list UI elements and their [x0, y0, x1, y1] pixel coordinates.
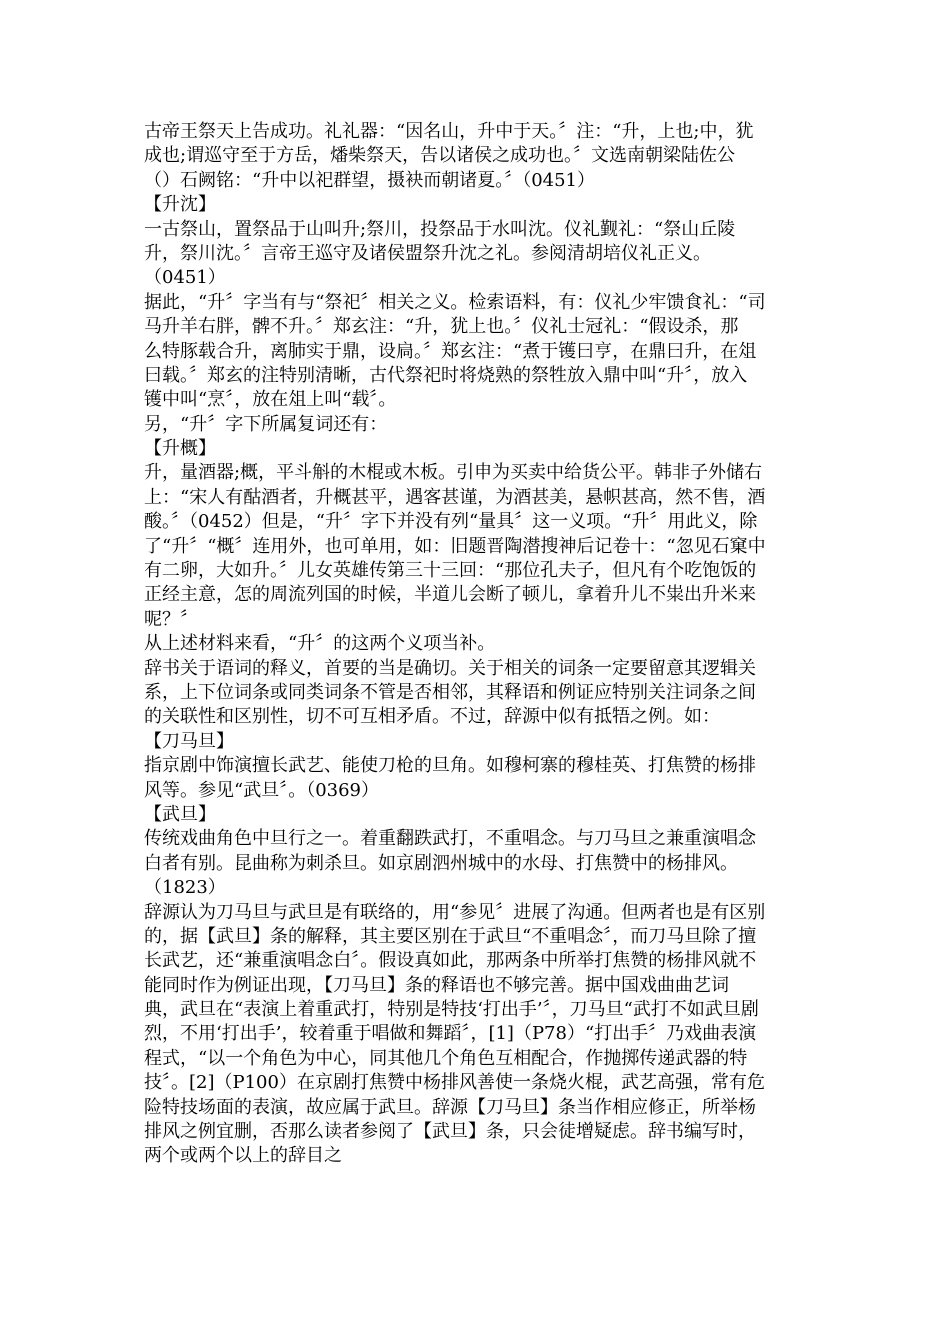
text-line: 指京剧中饰演擅长武艺、能使刀枪的旦角。如穆柯寨的穆桂英、打焦赞的杨排 [144, 755, 756, 777]
text-line: 白者有别。昆曲称为刺杀旦。如京剧泗州城中的水母、打焦赞中的杨排风。 [144, 852, 738, 874]
text-line: 酸。〞（0452）但是，“升〞字下并没有列“量具〞这一义项。“升〞用此义，除 [144, 511, 758, 533]
text-line: 正经主意，怎的周流列国的时候，半道儿会断了顿儿，拿着升儿不粜出升米来 [144, 584, 756, 606]
text-line: 系，上下位词条或同类词条不管是否相邻，其释语和例证应特别关注词条之间 [144, 681, 756, 703]
text-line: 风等。参见“武旦〞。（0369） [144, 779, 380, 801]
text-line: 呢？〞 [144, 608, 198, 630]
text-line: 么特豚载合升，离肺实于鼎，设扃。〞郑玄注：“煮于镬曰亨，在鼎曰升，在俎 [144, 340, 757, 362]
text-line: 【升沈】 [144, 194, 216, 216]
text-line: 马升羊右胖，髀不升。〞郑玄注：“升，犹上也。〞仪礼士冠礼：“假设杀，那 [144, 316, 739, 338]
text-line: 传统戏曲角色中旦行之一。着重翻跌武打，不重唱念。与刀马旦之兼重演唱念 [144, 828, 756, 850]
text-line: （1823） [144, 877, 226, 899]
text-line: 曰载。〞郑玄的注特别清晰，古代祭祀时将烧熟的祭牲放入鼎中叫“升〞，放入 [144, 364, 748, 386]
text-line: 了“升〞“概〞连用外，也可单用，如：旧题晋陶潜搜神后记卷十：“忽见石窠中 [144, 535, 766, 557]
text-line: 技〞。[2]（P100）在京剧打焦赞中杨排风善使一条烧火棍，武艺高强，常有危 [144, 1072, 765, 1094]
text-line: 升，祭川沈。〞言帝王巡守及诸侯盟祭升沈之礼。参阅清胡培仪礼正义。 [144, 242, 711, 264]
text-line: 一古祭山，置祭品于山叫升;祭川，投祭品于水叫沈。仪礼觐礼：“祭山丘陵 [144, 218, 736, 240]
text-line: 有二卵，大如升。〞儿女英雄传第三十三回：“那位孔夫子，但凡有个吃饱饭的 [144, 560, 757, 582]
text-line: 成也;谓巡守至于方岳，燔柴祭天，告以诸侯之成功也。〞文选南朝梁陆佐公 [144, 145, 736, 167]
text-line: 古帝王祭天上告成功。礼礼器：“因名山，升中于天。〞注：“升，上也;中，犹 [144, 121, 754, 142]
text-line: 据此，“升〞字当有与“祭祀〞相关之义。检索语料，有：仪礼少牢馈食礼：“司 [144, 291, 766, 313]
text-line: 镬中叫“烹〞，放在俎上叫“载〞。 [144, 389, 397, 411]
text-line: 上：“宋人有酤酒者，升概甚平，遇客甚谨，为酒甚美，悬帜甚高，然不售，酒 [144, 486, 766, 508]
text-line: 程式，“以一个角色为中心，同其他几个角色互相配合，作抛掷传递武器的特 [144, 1047, 748, 1069]
text-line: 升，量酒器;概，平斗斛的木棍或木板。引申为买卖中给货公平。韩非子外储右 [144, 462, 763, 484]
text-line: 从上述材料来看，“升〞的这两个义项当补。 [144, 633, 496, 655]
text-line: 典，武旦在“表演上着重武打，特别是特技‘打出手’〞，刀马旦“武打不如武旦剧 [144, 999, 759, 1021]
text-line: 险特技场面的表演，故应属于武旦。辞源【刀马旦】条当作相应修正，所举杨 [144, 1096, 756, 1118]
text-line: 能同时作为例证出现，【刀马旦】条的释语也不够完善。据中国戏曲曲艺词 [144, 974, 729, 996]
text-line: 【升概】 [144, 438, 216, 460]
text-line: 的关联性和区别性，切不可互相矛盾。不过，辞源中似有抵牾之例。如： [144, 706, 720, 728]
text-line: （）石阙铭：“升中以祀群望，摄袂而朝诸夏。〞（0451） [144, 169, 596, 191]
text-line: 另，“升〞字下所属复词还有： [144, 413, 388, 435]
text-line: 【刀马旦】 [144, 730, 234, 752]
text-line: 辞书关于语词的释义，首要的当是确切。关于相关的词条一定要留意其逻辑关 [144, 657, 756, 679]
text-line: 长武艺，还“兼重演唱念白〞。假设真如此，那两条中所举打焦赞的杨排风就不 [144, 950, 757, 972]
text-line: 的，据【武旦】条的解释，其主要区别在于武旦“不重唱念〞，而刀马旦除了擅 [144, 925, 757, 947]
text-line: 排风之例宜删，否那么读者参阅了【武旦】条，只会徒增疑虑。辞书编写时， [144, 1121, 756, 1143]
text-line: （0451） [144, 267, 226, 289]
text-line: 辞源认为刀马旦与武旦是有联络的，用“参见〞进展了沟通。但两者也是有区别 [144, 901, 766, 923]
text-line: 两个或两个以上的辞目之 [144, 1145, 342, 1167]
text-line: 【武旦】 [144, 803, 216, 825]
text-line: 烈，不用‘打出手’，较着重于唱做和舞蹈〞，[1]（P78）“打出手〞乃戏曲表演 [144, 1023, 757, 1045]
document-body [144, 120, 810, 1169]
